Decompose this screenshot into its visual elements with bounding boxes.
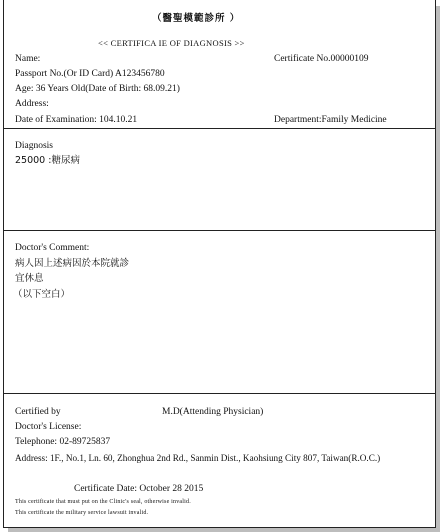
comment-label: Doctor's Comment: — [15, 243, 90, 253]
certificate-date: Certificate Date: October 28 2015 — [74, 484, 204, 494]
certified-by-label: Certified by — [15, 407, 61, 417]
clinic-telephone: Telephone: 02-89725837 — [15, 437, 111, 447]
passport-number: Passport No.(Or ID Card) A123456780 — [15, 69, 165, 79]
patient-age: Age: 36 Years Old(Date of Birth: 68.09.21) — [15, 84, 180, 94]
military-note: This certificate the military service lawsuit invalid. — [15, 510, 149, 516]
name-label: Name: — [15, 54, 41, 64]
certificate-subtitle: << CERTIFICA IE OF DIAGNOSIS >> — [98, 38, 245, 48]
divider — [4, 230, 435, 231]
clinic-title: （醫聖模範診所 ） — [152, 13, 241, 24]
comment-line: 病人因上述病因於本院就診 — [15, 258, 130, 269]
comment-line: 宜休息 — [15, 273, 44, 284]
seal-note: This certificate that must put on the Clinic's seal, otherwise invalid. — [15, 499, 191, 505]
doctor-license-label: Doctor's License: — [15, 422, 82, 432]
clinic-address: Address: 1F., No.1, Ln. 60, Zhonghua 2nd Rd., Sanmin Dist., Kaohsiung City 807, Taiwan(R.O.C.) — [15, 453, 381, 463]
certificate-number: Certificate No.00000109 — [274, 54, 369, 64]
address-label: Address: — [15, 99, 49, 109]
attending-physician-label: M.D(Attending Physician) — [162, 407, 264, 417]
department: Department:Family Medicine — [274, 115, 387, 125]
diagnosis-entry: 25000 :糖尿病 — [15, 155, 80, 166]
divider — [4, 128, 435, 129]
page-shadow-right — [436, 6, 440, 530]
page-shadow-bottom — [8, 528, 440, 532]
diagnosis-label: Diagnosis — [15, 141, 53, 151]
certificate-frame — [3, 0, 436, 528]
comment-line: （以下空白） — [13, 289, 71, 300]
exam-date: Date of Examination: 104.10.21 — [15, 115, 138, 125]
divider — [4, 393, 435, 394]
